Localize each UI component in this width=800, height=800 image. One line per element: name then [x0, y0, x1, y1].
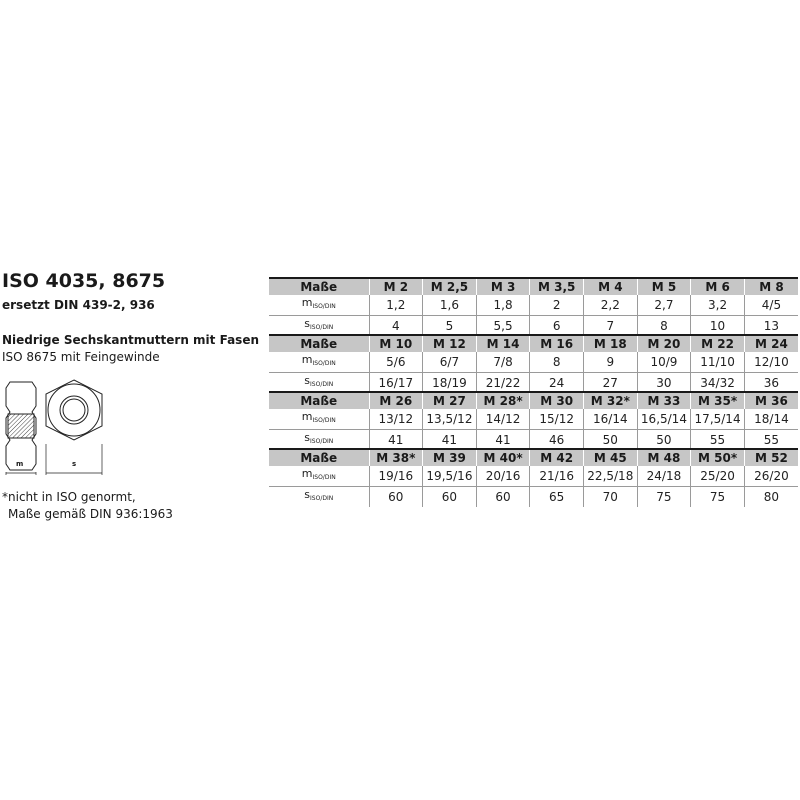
- size-table-block: [269, 277, 798, 336]
- thread-size-header: M 52: [744, 449, 798, 466]
- cell-width-s: 27: [584, 373, 638, 394]
- cell-width-s: 41: [476, 430, 530, 451]
- cell-width-s: 60: [476, 487, 530, 508]
- cell-height-m: 16,5/14: [637, 409, 691, 430]
- cell-height-m: 17,5/14: [691, 409, 745, 430]
- thread-size-header: M 39: [423, 449, 477, 466]
- cell-height-m: 2,7: [637, 295, 691, 316]
- cell-width-s: 60: [423, 487, 477, 508]
- thread-size-header: M 30: [530, 392, 584, 409]
- cell-height-m: 24/18: [637, 466, 691, 487]
- cell-width-s: 4: [369, 316, 423, 337]
- dimension-label-m: m: [16, 460, 24, 468]
- subscript-iso-din: ISO/DIN: [312, 303, 336, 310]
- thread-size-header: M 50*: [691, 449, 745, 466]
- row-label-m: [269, 466, 369, 487]
- thread-size-header: M 10: [369, 335, 423, 352]
- size-table-block: [269, 391, 798, 450]
- symbol-m: m: [301, 410, 313, 423]
- cell-height-m: 14/12: [476, 409, 530, 430]
- cell-width-s: 75: [637, 487, 691, 508]
- thread-size-header: M 22: [691, 335, 745, 352]
- thread-size-header: M 40*: [476, 449, 530, 466]
- symbol-s: s: [304, 317, 311, 330]
- row-label-m: [269, 409, 369, 430]
- cell-height-m: 22,5/18: [584, 466, 638, 487]
- cell-width-s: 50: [584, 430, 638, 451]
- thread-size-header: M 3,5: [530, 278, 584, 295]
- thread-size-header: M 2: [369, 278, 423, 295]
- product-variant-note: ISO 8675 mit Feingewinde: [2, 350, 160, 364]
- cell-height-m: 12/10: [744, 352, 798, 373]
- row-label-s: [269, 430, 369, 451]
- replaces-note: ersetzt DIN 439-2, 936: [2, 298, 155, 312]
- cell-height-m: 3,2: [691, 295, 745, 316]
- cell-height-m: 1,6: [423, 295, 477, 316]
- row-label-m: [269, 295, 369, 316]
- cell-width-s: 41: [423, 430, 477, 451]
- thread-size-header: M 5: [637, 278, 691, 295]
- thread-size-header: M 28*: [476, 392, 530, 409]
- cell-height-m: 19/16: [369, 466, 423, 487]
- thread-size-header: M 16: [530, 335, 584, 352]
- cell-width-s: 30: [637, 373, 691, 394]
- thread-size-header: M 12: [423, 335, 477, 352]
- cell-height-m: 2: [530, 295, 584, 316]
- subscript-iso-din: ISO/DIN: [312, 474, 336, 481]
- cell-width-s: 50: [637, 430, 691, 451]
- thread-size-header: M 20: [637, 335, 691, 352]
- cell-width-s: 24: [530, 373, 584, 394]
- subscript-iso-din: ISO/DIN: [312, 360, 336, 367]
- cell-height-m: 6/7: [423, 352, 477, 373]
- symbol-s: s: [304, 431, 311, 444]
- cell-width-s: 55: [744, 430, 798, 451]
- cell-width-s: 80: [744, 487, 798, 508]
- cell-width-s: 8: [637, 316, 691, 337]
- cell-height-m: 7/8: [476, 352, 530, 373]
- thread-size-header: M 3: [476, 278, 530, 295]
- cell-width-s: 65: [530, 487, 584, 508]
- thread-size-header: M 33: [637, 392, 691, 409]
- table-header-label: Maße: [269, 278, 369, 295]
- cell-width-s: 18/19: [423, 373, 477, 394]
- footnote-line-1: *nicht in ISO genormt,: [2, 490, 136, 504]
- dimension-label-s: s: [72, 460, 77, 468]
- cell-width-s: 5,5: [476, 316, 530, 337]
- cell-width-s: 34/32: [691, 373, 745, 394]
- thread-size-header: M 2,5: [423, 278, 477, 295]
- thread-size-header: M 24: [744, 335, 798, 352]
- cell-width-s: 60: [369, 487, 423, 508]
- thread-size-header: M 26: [369, 392, 423, 409]
- thread-size-header: M 32*: [584, 392, 638, 409]
- symbol-s: s: [304, 488, 311, 501]
- thread-size-header: M 48: [637, 449, 691, 466]
- cell-height-m: 5/6: [369, 352, 423, 373]
- cell-height-m: 11/10: [691, 352, 745, 373]
- symbol-m: m: [301, 296, 313, 309]
- symbol-s: s: [304, 374, 311, 387]
- cell-height-m: 9: [584, 352, 638, 373]
- subscript-iso-din: ISO/DIN: [310, 324, 334, 331]
- cell-height-m: 13,5/12: [423, 409, 477, 430]
- cell-height-m: 1,8: [476, 295, 530, 316]
- table-header-label: Maße: [269, 449, 369, 466]
- subscript-iso-din: ISO/DIN: [312, 417, 336, 424]
- cell-height-m: 10/9: [637, 352, 691, 373]
- cell-width-s: 75: [691, 487, 745, 508]
- nut-front-view: [46, 380, 102, 440]
- cell-height-m: 8: [530, 352, 584, 373]
- cell-width-s: 6: [530, 316, 584, 337]
- cell-height-m: 1,2: [369, 295, 423, 316]
- cell-height-m: 15/12: [530, 409, 584, 430]
- cell-width-s: 10: [691, 316, 745, 337]
- table-header-label: Maße: [269, 335, 369, 352]
- row-label-m: [269, 352, 369, 373]
- footnote-line-2: Maße gemäß DIN 936:1963: [8, 507, 173, 521]
- symbol-m: m: [301, 467, 313, 480]
- thread-size-header: M 8: [744, 278, 798, 295]
- cell-width-s: 36: [744, 373, 798, 394]
- thread-size-header: M 14: [476, 335, 530, 352]
- row-label-s: [269, 373, 369, 394]
- thread-size-header: M 45: [584, 449, 638, 466]
- cell-height-m: 26/20: [744, 466, 798, 487]
- size-table-block: [269, 448, 798, 507]
- subscript-iso-din: ISO/DIN: [310, 495, 334, 502]
- thread-size-header: M 36: [744, 392, 798, 409]
- thread-size-header: M 38*: [369, 449, 423, 466]
- cell-height-m: 13/12: [369, 409, 423, 430]
- cell-width-s: 55: [691, 430, 745, 451]
- subscript-iso-din: ISO/DIN: [310, 438, 334, 445]
- cell-width-s: 46: [530, 430, 584, 451]
- cell-height-m: 18/14: [744, 409, 798, 430]
- subscript-iso-din: ISO/DIN: [310, 381, 334, 388]
- cell-height-m: 21/16: [530, 466, 584, 487]
- cell-width-s: 7: [584, 316, 638, 337]
- hex-nut-drawing: [2, 376, 112, 480]
- product-description: Niedrige Sechskantmuttern mit Fasen: [2, 333, 260, 347]
- cell-width-s: 70: [584, 487, 638, 508]
- thread-size-header: M 27: [423, 392, 477, 409]
- cell-width-s: 5: [423, 316, 477, 337]
- row-label-s: [269, 316, 369, 337]
- thread-size-header: M 42: [530, 449, 584, 466]
- cell-width-s: 21/22: [476, 373, 530, 394]
- thread-size-header: M 6: [691, 278, 745, 295]
- symbol-m: m: [301, 353, 313, 366]
- cell-height-m: 16/14: [584, 409, 638, 430]
- thread-size-header: M 35*: [691, 392, 745, 409]
- cell-height-m: 2,2: [584, 295, 638, 316]
- cell-width-s: 16/17: [369, 373, 423, 394]
- cell-height-m: 25/20: [691, 466, 745, 487]
- cell-width-s: 41: [369, 430, 423, 451]
- cell-height-m: 19,5/16: [423, 466, 477, 487]
- cell-width-s: 13: [744, 316, 798, 337]
- page-title: ISO 4035, 8675: [2, 270, 166, 292]
- thread-size-header: M 18: [584, 335, 638, 352]
- table-header-label: Maße: [269, 392, 369, 409]
- row-label-s: [269, 487, 369, 508]
- thread-size-header: M 4: [584, 278, 638, 295]
- size-table-block: [269, 334, 798, 393]
- nut-side-view: [6, 382, 36, 470]
- cell-height-m: 4/5: [744, 295, 798, 316]
- cell-height-m: 20/16: [476, 466, 530, 487]
